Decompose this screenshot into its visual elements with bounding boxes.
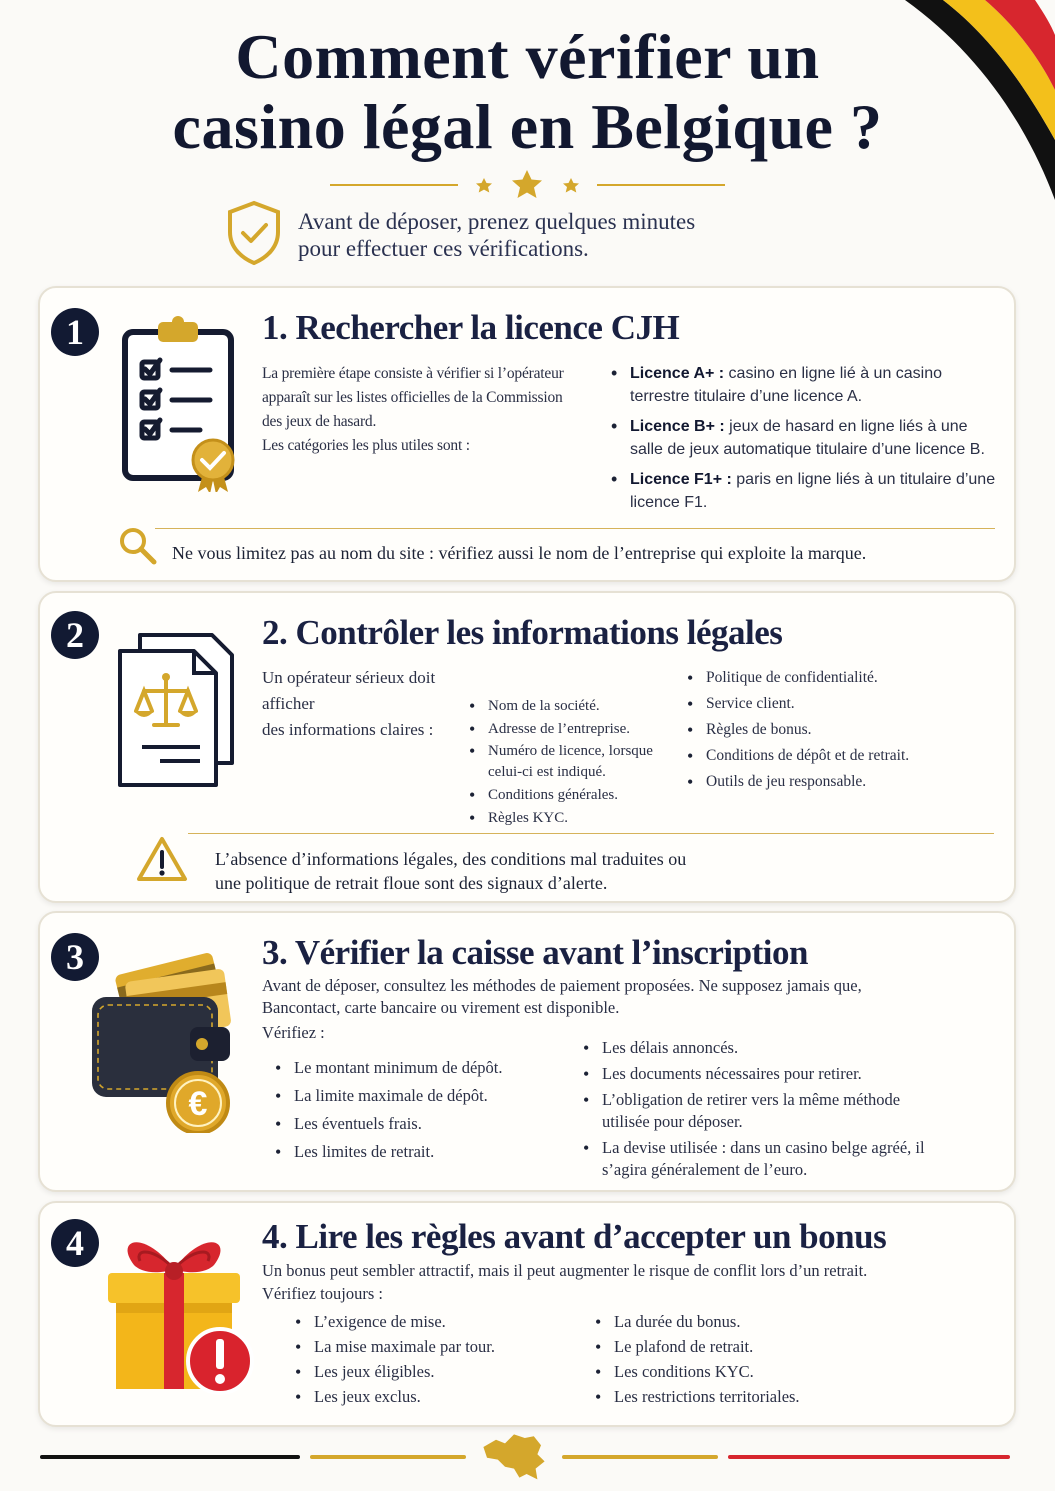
list-item: • Les conditions KYC. [592, 1361, 892, 1383]
licence-list [608, 362, 1000, 514]
section-3-title: 3. Vérifier la caisse avant l’inscription [262, 933, 808, 972]
section-1-intro [262, 362, 602, 458]
section-2-number: 2 [51, 611, 99, 659]
list-item: • Numéro de licence, lorsque celui-ci est indiqué. [466, 741, 676, 783]
section-2-title: 2. Contrôler les informations légales [262, 613, 783, 652]
list-item: • Règles de bonus. [684, 719, 984, 741]
section-2-divider [188, 833, 994, 834]
page-title [0, 22, 1055, 162]
licence-label: Licence B+ : [630, 418, 725, 435]
title-stars-divider [330, 168, 725, 202]
section-1-intro-line: des jeux de hasard. [262, 413, 377, 430]
section-2-intro-line: des informations claires : [262, 720, 434, 739]
licence-label: Licence A+ : [630, 365, 725, 382]
list-item: • Les restrictions territoriales. [592, 1386, 892, 1408]
list-item: • Les jeux exclus. [292, 1386, 572, 1408]
section-1-tip: Ne vous limitez pas au nom du site : vérifiez aussi le nom de l’entreprise qui exploite la marque. [172, 543, 867, 563]
footer-line-gold [310, 1455, 466, 1459]
section-3-intro [262, 975, 992, 1019]
section-4-title: 4. Lire les règles avant d’accepter un bonus [262, 1217, 887, 1256]
svg-text:€: € [188, 1085, 208, 1123]
intro-block [226, 200, 866, 272]
warning-line: L’absence d’informations légales, des conditions mal traduites ou [215, 849, 687, 869]
intro-text [298, 208, 695, 262]
list-item: • Règles KYC. [466, 807, 676, 829]
footer-line-black [40, 1455, 300, 1459]
bonus-list-b [592, 1311, 892, 1408]
list-item: • La durée du bonus. [592, 1311, 892, 1333]
legal-document-scales-icon [116, 631, 238, 791]
legal-info-list-b [684, 667, 984, 793]
list-item: • L’exigence de mise. [292, 1311, 572, 1333]
list-item: • Adresse de l’entreprise. [466, 718, 676, 740]
intro-line-1: Avant de déposer, prenez quelques minutes [298, 209, 696, 234]
footer-line-red [728, 1455, 1010, 1459]
belgium-map-icon [478, 1428, 550, 1484]
list-item: • La mise maximale par tour. [292, 1336, 572, 1358]
section-3-intro-line: Bancontact, carte bancaire ou virement est disponible. [262, 998, 620, 1017]
list-item: • Les documents nécessaires pour retirer. [580, 1063, 950, 1085]
footer-line-gold-2 [562, 1455, 718, 1459]
section-1-intro-line: Les catégories les plus utiles sont : [262, 437, 470, 454]
list-item: • Conditions générales. [466, 784, 676, 806]
title-line-2: casino légal en Belgique ? [172, 91, 883, 162]
licence-item [608, 415, 1000, 461]
licence-label: Licence F1+ : [630, 471, 732, 488]
section-2-intro [262, 665, 492, 743]
section-3-number: 3 [51, 933, 99, 981]
licence-item [608, 362, 1000, 408]
magnifier-icon [118, 526, 158, 566]
section-2-card [38, 591, 1016, 903]
section-3-check-label: Vérifiez : [262, 1023, 325, 1042]
intro-line-2: pour effectuer ces vérifications. [298, 236, 589, 261]
warning-line: une politique de retrait floue sont des signaux d’alerte. [215, 873, 608, 893]
section-2-intro-line: Un opérateur sérieux doit afficher [262, 668, 436, 713]
warning-triangle-icon [136, 835, 188, 883]
section-1-intro-line: La première étape consiste à vérifier si l’opérateur [262, 365, 564, 382]
section-4-check-label: Vérifiez toujours : [262, 1284, 383, 1303]
list-item: • Service client. [684, 693, 984, 715]
list-item: • Outils de jeu responsable. [684, 771, 984, 793]
wallet-euro-icon [90, 943, 240, 1133]
list-item: • Le plafond de retrait. [592, 1336, 892, 1358]
section-2-warning [215, 847, 975, 895]
section-3-intro-line: Avant de déposer, consultez les méthodes de paiement proposées. Ne supposez jamais que, [262, 976, 862, 995]
section-3-card [38, 911, 1016, 1192]
list-item: • Nom de la société. [466, 695, 676, 717]
list-item: • L’obligation de retirer vers la même méthode utilisée pour déposer. [580, 1089, 950, 1133]
licence-text: paris en ligne liés à un titulaire d’une licence F1. [630, 471, 996, 511]
list-item: • Le montant minimum de dépôt. [272, 1057, 582, 1079]
list-item: • Conditions de dépôt et de retrait. [684, 745, 984, 767]
legal-info-list-a [466, 695, 676, 829]
title-line-1: Comment vérifier un [235, 21, 820, 92]
gift-alert-icon [104, 1229, 254, 1399]
payment-list-b [580, 1037, 950, 1181]
list-item: • Les limites de retrait. [272, 1141, 582, 1163]
payment-list-a [272, 1057, 582, 1163]
section-4-card [38, 1201, 1016, 1427]
list-item: • Politique de confidentialité. [684, 667, 984, 689]
section-4-intro: Un bonus peut sembler attractif, mais il peut augmenter le risque de conflit lors d’un retrait. [262, 1261, 868, 1280]
bonus-list-a [292, 1311, 572, 1408]
list-item: • Les jeux éligibles. [292, 1361, 572, 1383]
section-1-card [38, 286, 1016, 582]
list-item: • La devise utilisée : dans un casino belge agréé, il s’agira généralement de l’euro. [580, 1137, 950, 1181]
shield-check-icon [226, 200, 282, 266]
section-1-title: 1. Rechercher la licence CJH [262, 308, 680, 347]
licence-text: jeux de hasard en ligne liés à une salle de jeux automatique titulaire d’une licence B. [630, 418, 985, 458]
licence-text: casino en ligne lié à un casino terrestre titulaire d’une licence A. [630, 365, 943, 405]
section-4-number: 4 [51, 1219, 99, 1267]
section-1-divider [155, 528, 995, 529]
licence-item [608, 468, 1000, 514]
list-item: • Les éventuels frais. [272, 1113, 582, 1135]
clipboard-checklist-icon [118, 312, 248, 492]
list-item: • Les délais annoncés. [580, 1037, 950, 1059]
list-item: • La limite maximale de dépôt. [272, 1085, 582, 1107]
section-1-intro-line: apparaît sur les listes officielles de la Commission [262, 389, 563, 406]
section-1-number: 1 [51, 308, 99, 356]
